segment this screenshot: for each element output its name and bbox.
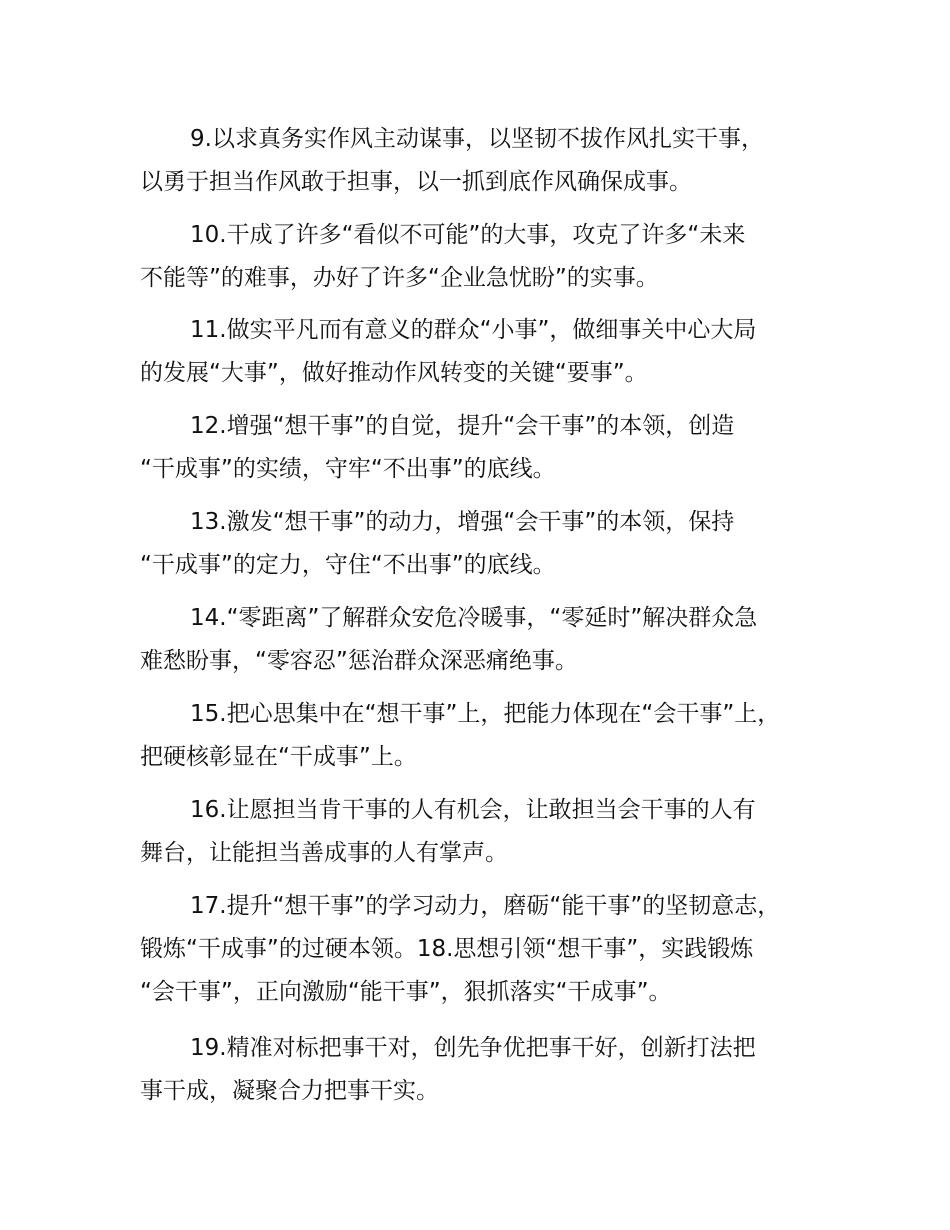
paragraph-11	[140, 309, 840, 395]
paragraph-line: 锻炼“干成事”的过硬本领。18.思想引领“想干事”，实践锻炼	[140, 936, 754, 962]
paragraph-line: 的发展“大事”，做好推动作风转变的关键“要事”。	[140, 360, 648, 386]
paragraph-13	[140, 501, 840, 587]
paragraph-line: 19.精准对标把事干对，创先争优把事干好，创新打法把	[190, 1035, 756, 1061]
paragraph-line: “干成事”的实绩，守牢“不出事”的底线。	[140, 456, 556, 482]
paragraph-line: “干成事”的定力，守住“不出事”的底线。	[140, 552, 556, 578]
paragraph-line: 不能等”的难事，办好了许多“企业急忧盼”的实事。	[140, 265, 659, 291]
paragraph-line: 12.增强“想干事”的自觉，提升“会干事”的本领，创造	[190, 413, 735, 439]
paragraph-10	[140, 214, 840, 300]
paragraph-line: 舞台，让能担当善成事的人有掌声。	[140, 840, 508, 866]
paragraph-17-18	[140, 885, 840, 1014]
paragraph-line: 事干成，凝聚合力把事干实。	[140, 1078, 439, 1104]
paragraph-14	[140, 597, 840, 683]
paragraph-line: 16.让愿担当肯干事的人有机会，让敢担当会干事的人有	[190, 797, 756, 823]
paragraph-line: 11.做实平凡而有意义的群众“小事”，做细事关中心大局	[190, 317, 757, 343]
paragraph-line: “会干事”，正向激励“能干事”，狠抓落实“干成事”。	[140, 979, 672, 1005]
paragraph-line: 17.提升“想干事”的学习动力，磨砺“能干事”的坚韧意志，	[190, 893, 781, 919]
paragraph-15	[140, 693, 840, 779]
paragraph-line: 把硬核彰显在“干成事”上。	[140, 744, 417, 770]
paragraph-19	[140, 1027, 840, 1113]
paragraph-line: 以勇于担当作风敢于担事，以一抓到底作风确保成事。	[140, 169, 692, 195]
paragraph-line: 难愁盼事，“零容忍”惩治群众深恶痛绝事。	[140, 648, 578, 674]
paragraph-9	[140, 118, 840, 204]
paragraph-line: 15.把心思集中在“想干事”上，把能力体现在“会干事”上，	[190, 701, 781, 727]
paragraph-12	[140, 405, 840, 491]
paragraph-line: 9.以求真务实作风主动谋事，以坚韧不拔作风扎实干事，	[190, 126, 764, 152]
paragraph-line: 10.干成了许多“看似不可能”的大事，攻克了许多“未来	[190, 222, 746, 248]
paragraph-line: 14.“零距离”了解群众安危冷暖事，“零延时”解决群众急	[190, 605, 758, 631]
paragraph-16	[140, 789, 840, 875]
paragraph-line: 13.激发“想干事”的动力，增强“会干事”的本领，保持	[190, 509, 735, 535]
